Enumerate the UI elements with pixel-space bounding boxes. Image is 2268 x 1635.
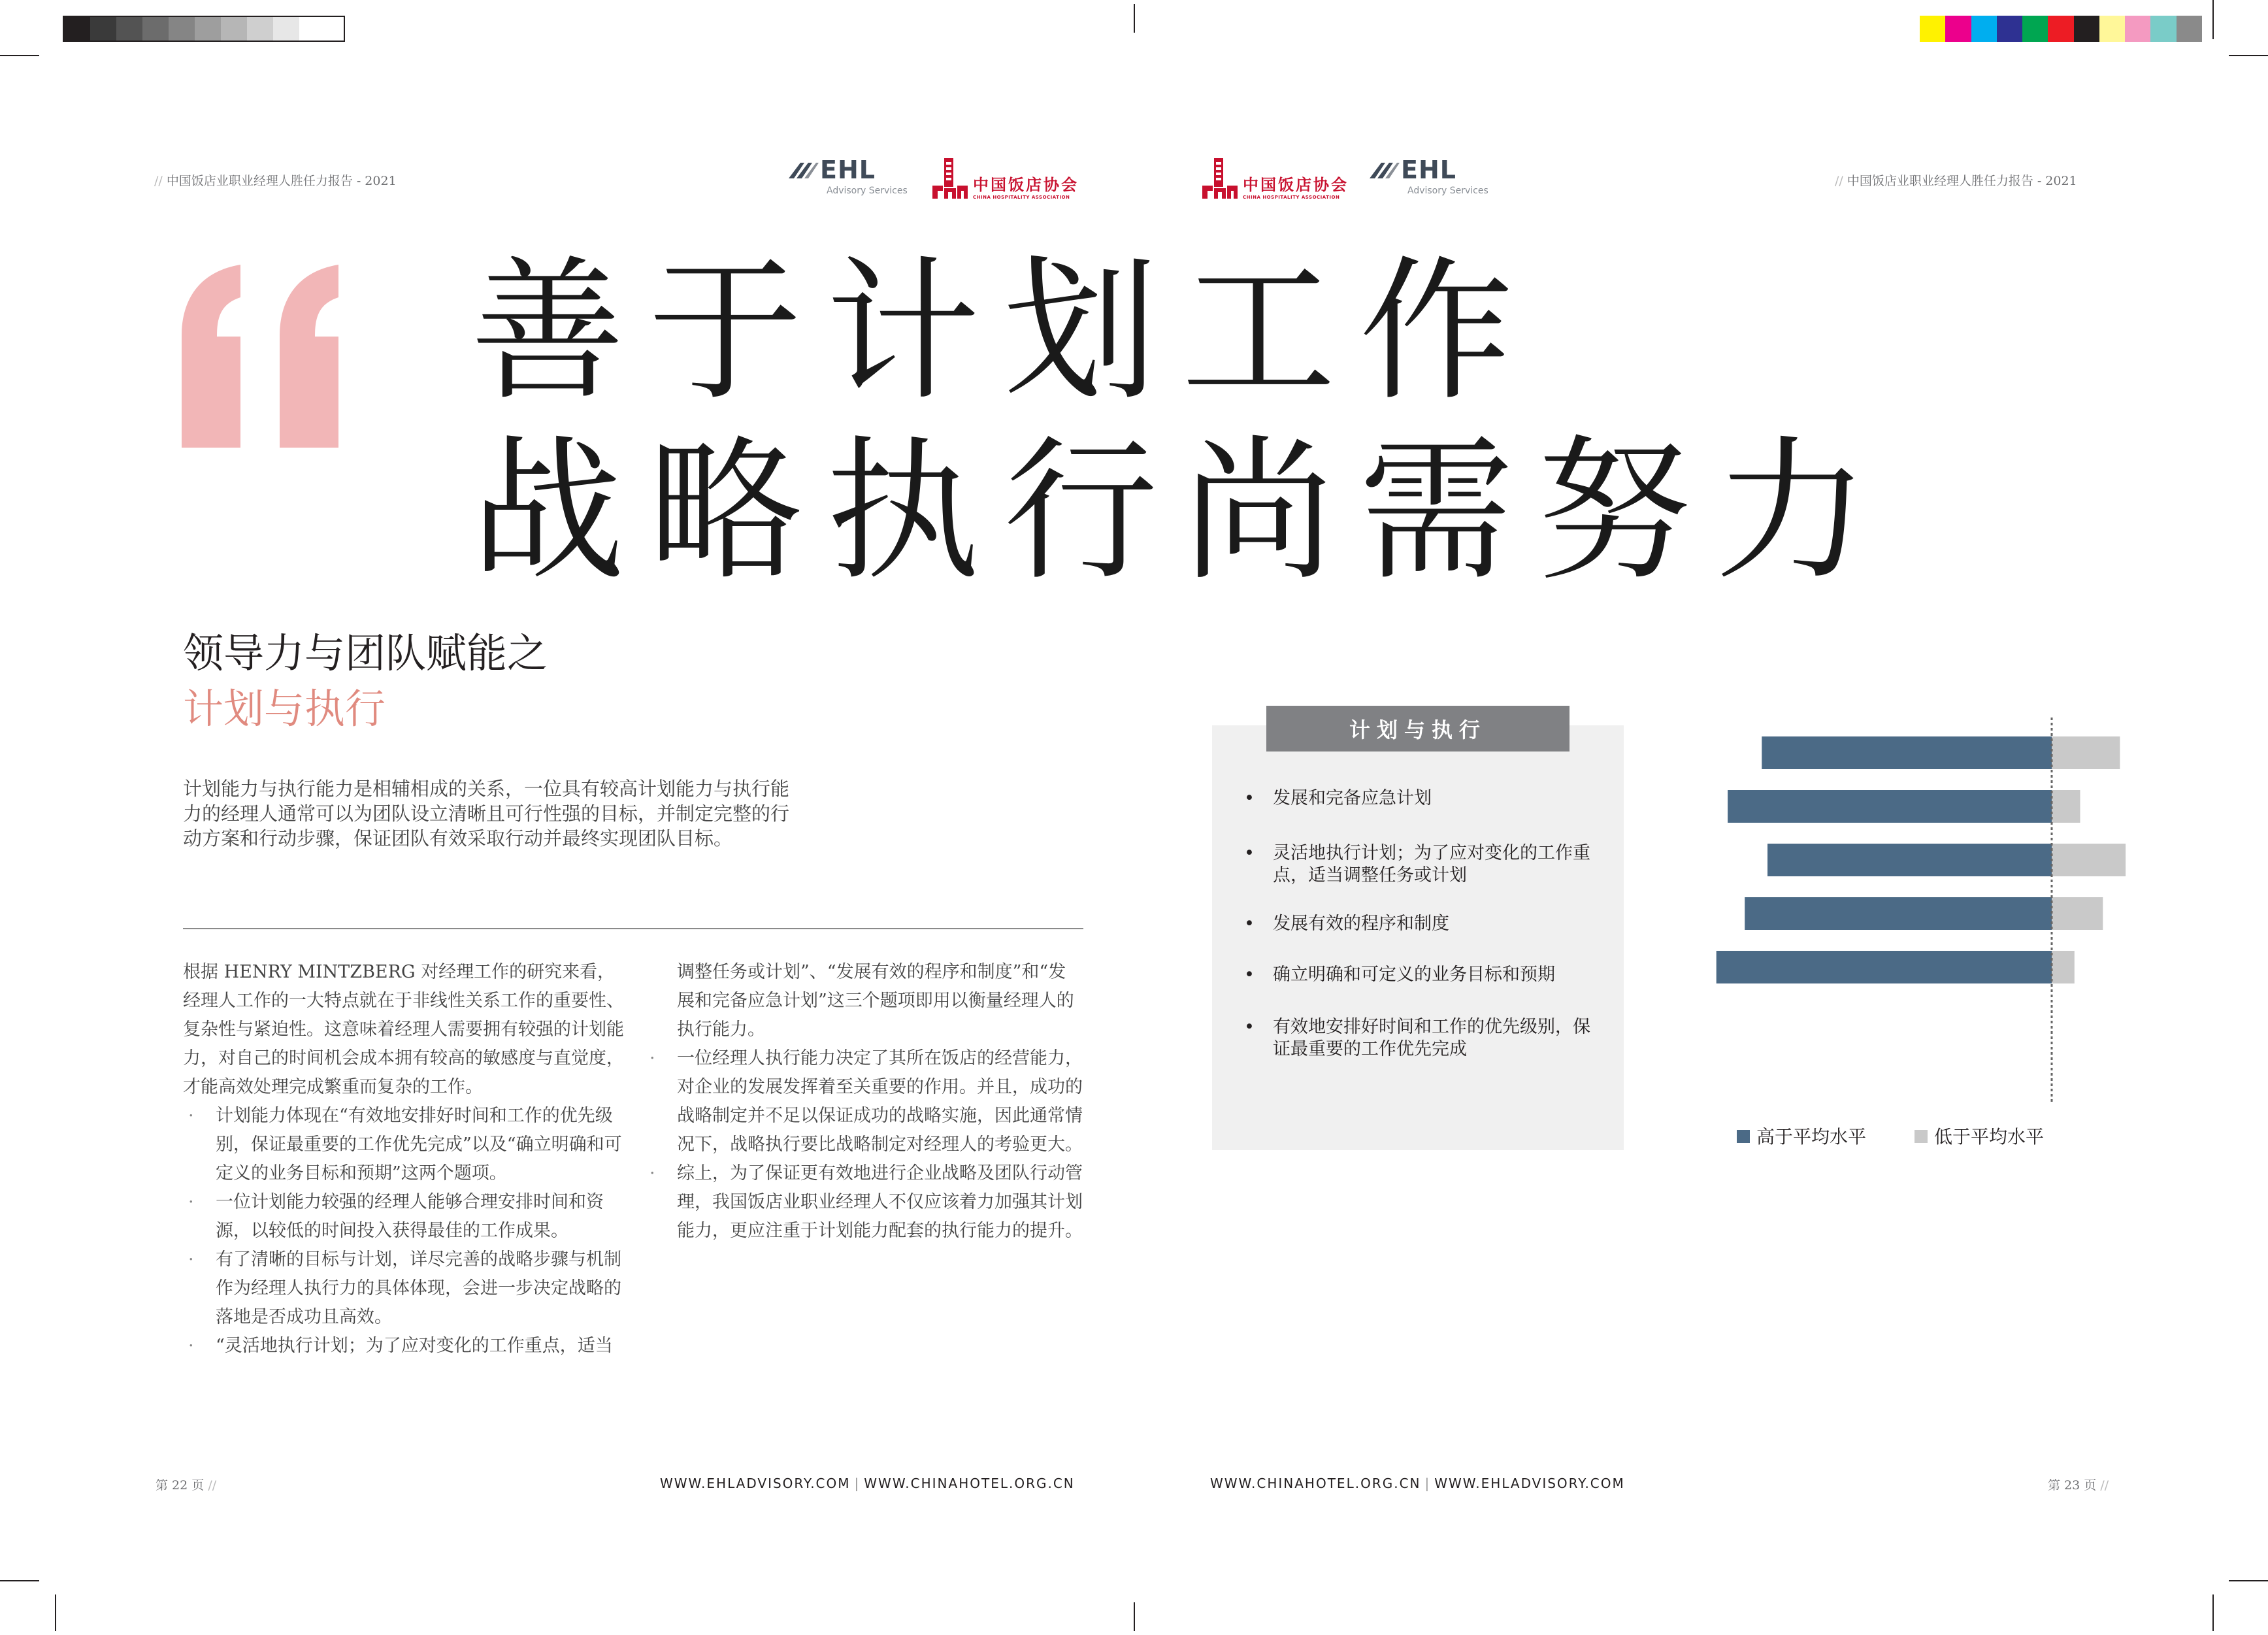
bar-above-average (1728, 790, 2052, 823)
page-title-line-1: 善于计划工作 (470, 242, 1537, 421)
color-calibration-bar (1920, 16, 2202, 42)
legend-above: 高于平均水平 (1737, 1123, 1866, 1149)
legend-below: 低于平均水平 (1915, 1123, 2044, 1149)
list-item: · 计划能力体现在“有效地安排好时间和工作的优先级别，保证最重要的工作优先完成”以及“确立明确和可定义的业务目标和预期”这两个题项。 (188, 1106, 622, 1183)
crop-mark (0, 1580, 39, 1581)
crop-mark (2212, 1594, 2214, 1631)
bar-below-average (2052, 790, 2080, 823)
crop-mark (2229, 55, 2268, 56)
list-item: · “灵活地执行计划；为了应对变化的工作重点，适当 (188, 1336, 613, 1356)
list-item: · 综上，为了保证更有效地进行企业战略及团队行动管理，我国饭店业职业经理人不仅应该着力加强其计划能力，更应注重于计划能力配套的执行能力的提升。 (649, 1163, 1083, 1241)
intro-paragraph: 计划能力与执行能力是相辅相成的关系，一位具有较高计划能力与执行能力的经理人通常可以为团队设立清晰且可行性强的目标，并制定完整的行动方案和行动步骤，保证团队有效采取行动并最终实现团队目标。 (183, 778, 790, 850)
running-title-right: // 中国饭店业职业经理人胜任力报告 - 2021 (1835, 174, 2077, 188)
body-paragraph: 调整任务或计划”、“发展有效的程序和制度”和“发展和完备应急计划”这三个题项即用以衡量经理人的执行能力。 (677, 962, 1074, 1040)
cha-building-icon (1201, 157, 1239, 200)
crop-mark (2212, 0, 2214, 39)
bar-below-average (2052, 844, 2126, 876)
section-highlight: 计划与执行 (183, 685, 386, 733)
ehl-swoosh-icon (787, 159, 820, 181)
divider (183, 928, 1083, 929)
chart-category-label: • 发展和完备应急计划 (1244, 788, 1432, 808)
crop-mark (1134, 1602, 1135, 1631)
legend-swatch (1737, 1130, 1750, 1143)
diverging-bar-chart (1634, 712, 2156, 1104)
bar-above-average (1767, 844, 2052, 876)
crop-mark (2229, 1580, 2268, 1581)
crop-mark (0, 55, 39, 56)
ehl-logo-left: EHL Advisory Services (787, 156, 908, 196)
list-item: · 一位经理人执行能力决定了其所在饭店的经营能力，对企业的发展发挥着至关重要的作用。并且，成功的战略制定并不足以保证成功的战略实施，因此通常情况下，战略执行要比战略制定对经理人的考验更大。 (649, 1048, 1083, 1155)
bar-below-average (2052, 951, 2075, 983)
bar-above-average (1717, 951, 2052, 983)
page-number-right: 第 23 页 // (2048, 1478, 2109, 1493)
chart-category-label: • 确立明确和可定义的业务目标和预期 (1244, 965, 1555, 985)
cha-logo-left: 中国饭店协会 CHINA HOSPITALITY ASSOCIATION (931, 157, 1079, 200)
ehl-logo-right: EHL Advisory Services (1368, 156, 1488, 196)
ehl-swoosh-icon (1368, 159, 1401, 181)
list-item: · 一位计划能力较强的经理人能够合理安排时间和资源，以较低的时间投入获得最佳的工作成果。 (188, 1192, 604, 1241)
cha-building-icon (931, 157, 969, 200)
bar-below-average (2052, 736, 2120, 769)
bar-above-average (1762, 736, 2052, 769)
page-title-line-2: 战略执行尚需努力 (470, 421, 1893, 601)
chart-category-label: • 发展有效的程序和制度 (1244, 914, 1449, 934)
chart-title: 计划与执行 (1266, 706, 1570, 751)
body-column-1 (183, 958, 624, 1361)
page-number-left: 第 22 页 // (156, 1478, 217, 1493)
section-heading: 领导力与团队赋能之 (183, 629, 548, 677)
crop-mark (1134, 4, 1135, 33)
chart-category-label: • 有效地安排好时间和工作的优先级别，保证最重要的工作优先完成 (1244, 1017, 1590, 1059)
footer-urls-left: WWW.EHLADVISORY.COM | WWW.CHINAHOTEL.ORG.CN (660, 1476, 1075, 1491)
body-paragraph: 根据 HENRY MINTZBERG 对经理工作的研究来看，经理人工作的一大特点就在于非线性关系工作的重要性、复杂性与紧迫性。这意味着经理人需要拥有较强的计划能力，对自己的时间机会成本拥有较高的敏感度与直觉度，才能高效处理完成繁重而复杂的工作。 (183, 962, 624, 1097)
body-column-2 (649, 958, 1083, 1246)
footer-urls-right: WWW.CHINAHOTEL.ORG.CN | WWW.EHLADVISORY.COM (1210, 1476, 1625, 1491)
list-item: · 有了清晰的目标与计划，详尽完善的战略步骤与机制作为经理人执行力的具体体现，会进一步决定战略的落地是否成功且高效。 (188, 1249, 621, 1327)
crop-mark (55, 1594, 56, 1631)
legend-swatch (1915, 1130, 1928, 1143)
bar-above-average (1745, 897, 2052, 930)
chart-category-label: • 灵活地执行计划；为了应对变化的工作重点，适当调整任务或计划 (1244, 843, 1590, 885)
running-title-left: // 中国饭店业职业经理人胜任力报告 - 2021 (154, 174, 397, 188)
grayscale-calibration-bar (63, 16, 345, 42)
quote-mark-icon (169, 258, 352, 448)
bar-below-average (2052, 897, 2103, 930)
cha-logo-right: 中国饭店协会 CHINA HOSPITALITY ASSOCIATION (1201, 157, 1349, 200)
